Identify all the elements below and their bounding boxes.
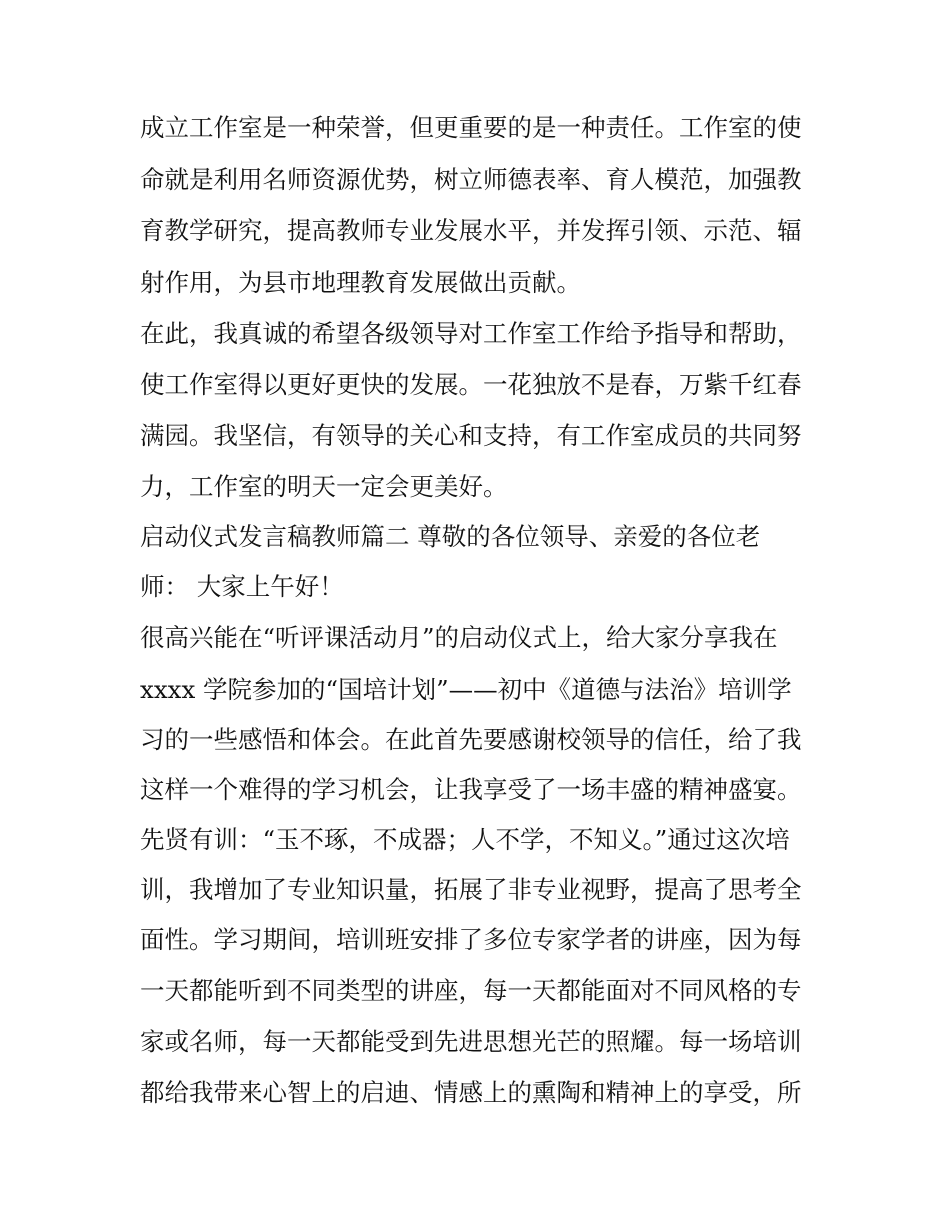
text-line: 先贤有训：“玉不琢，不成器；人不学，不知义。”通过这次培: [140, 825, 790, 854]
text-line: 很高兴能在“听评课活动月”的启动仪式上，给大家分享我在: [140, 623, 778, 652]
text-line: 使工作室得以更好更快的发展。一花独放不是春，万紫千红春: [140, 370, 802, 399]
text-line: 一天都能听到不同类型的讲座，每一天都能面对不同风格的专: [140, 976, 802, 1005]
text-line: 家或名师，每一天都能受到先进思想光芒的照耀。每一场培训: [140, 1027, 802, 1056]
text-line: 训，我增加了专业知识量，拓展了非专业视野，提高了思考全: [140, 875, 802, 904]
text-line: 命就是利用名师资源优势，树立师德表率、育人模范，加强教: [140, 165, 802, 194]
text-line: 射作用，为县市地理教育发展做出贡献。: [140, 268, 581, 297]
text-line: 师： 大家上午好！: [140, 572, 344, 601]
text-line: 这样一个难得的学习机会，让我享受了一场丰盛的精神盛宴。: [140, 775, 802, 804]
text-line: 力，工作室的明天一定会更美好。: [140, 472, 508, 501]
text-line: 都给我带来心智上的启迪、情感上的熏陶和精神上的享受，所: [140, 1078, 802, 1107]
text-line: xxxx 学院参加的“国培计划”——初中《道德与法治》培训学: [140, 675, 792, 704]
text-line: 育教学研究，提高教师专业发展水平，并发挥引领、示范、辐: [140, 216, 802, 245]
text-line: 成立工作室是一种荣誉，但更重要的是一种责任。工作室的使: [140, 113, 802, 142]
text-line: 面性。学习期间，培训班安排了多位专家学者的讲座，因为每: [140, 925, 802, 954]
text-line: 习的一些感悟和体会。在此首先要感谢校领导的信任，给了我: [140, 725, 802, 754]
text-line: 满园。我坚信，有领导的关心和支持，有工作室成员的共同努: [140, 421, 802, 450]
text-line: 启动仪式发言稿教师篇二 尊敬的各位领导、亲爱的各位老: [140, 522, 761, 551]
text-line: 在此，我真诚的希望各级领导对工作室工作给予指导和帮助，: [140, 319, 802, 348]
